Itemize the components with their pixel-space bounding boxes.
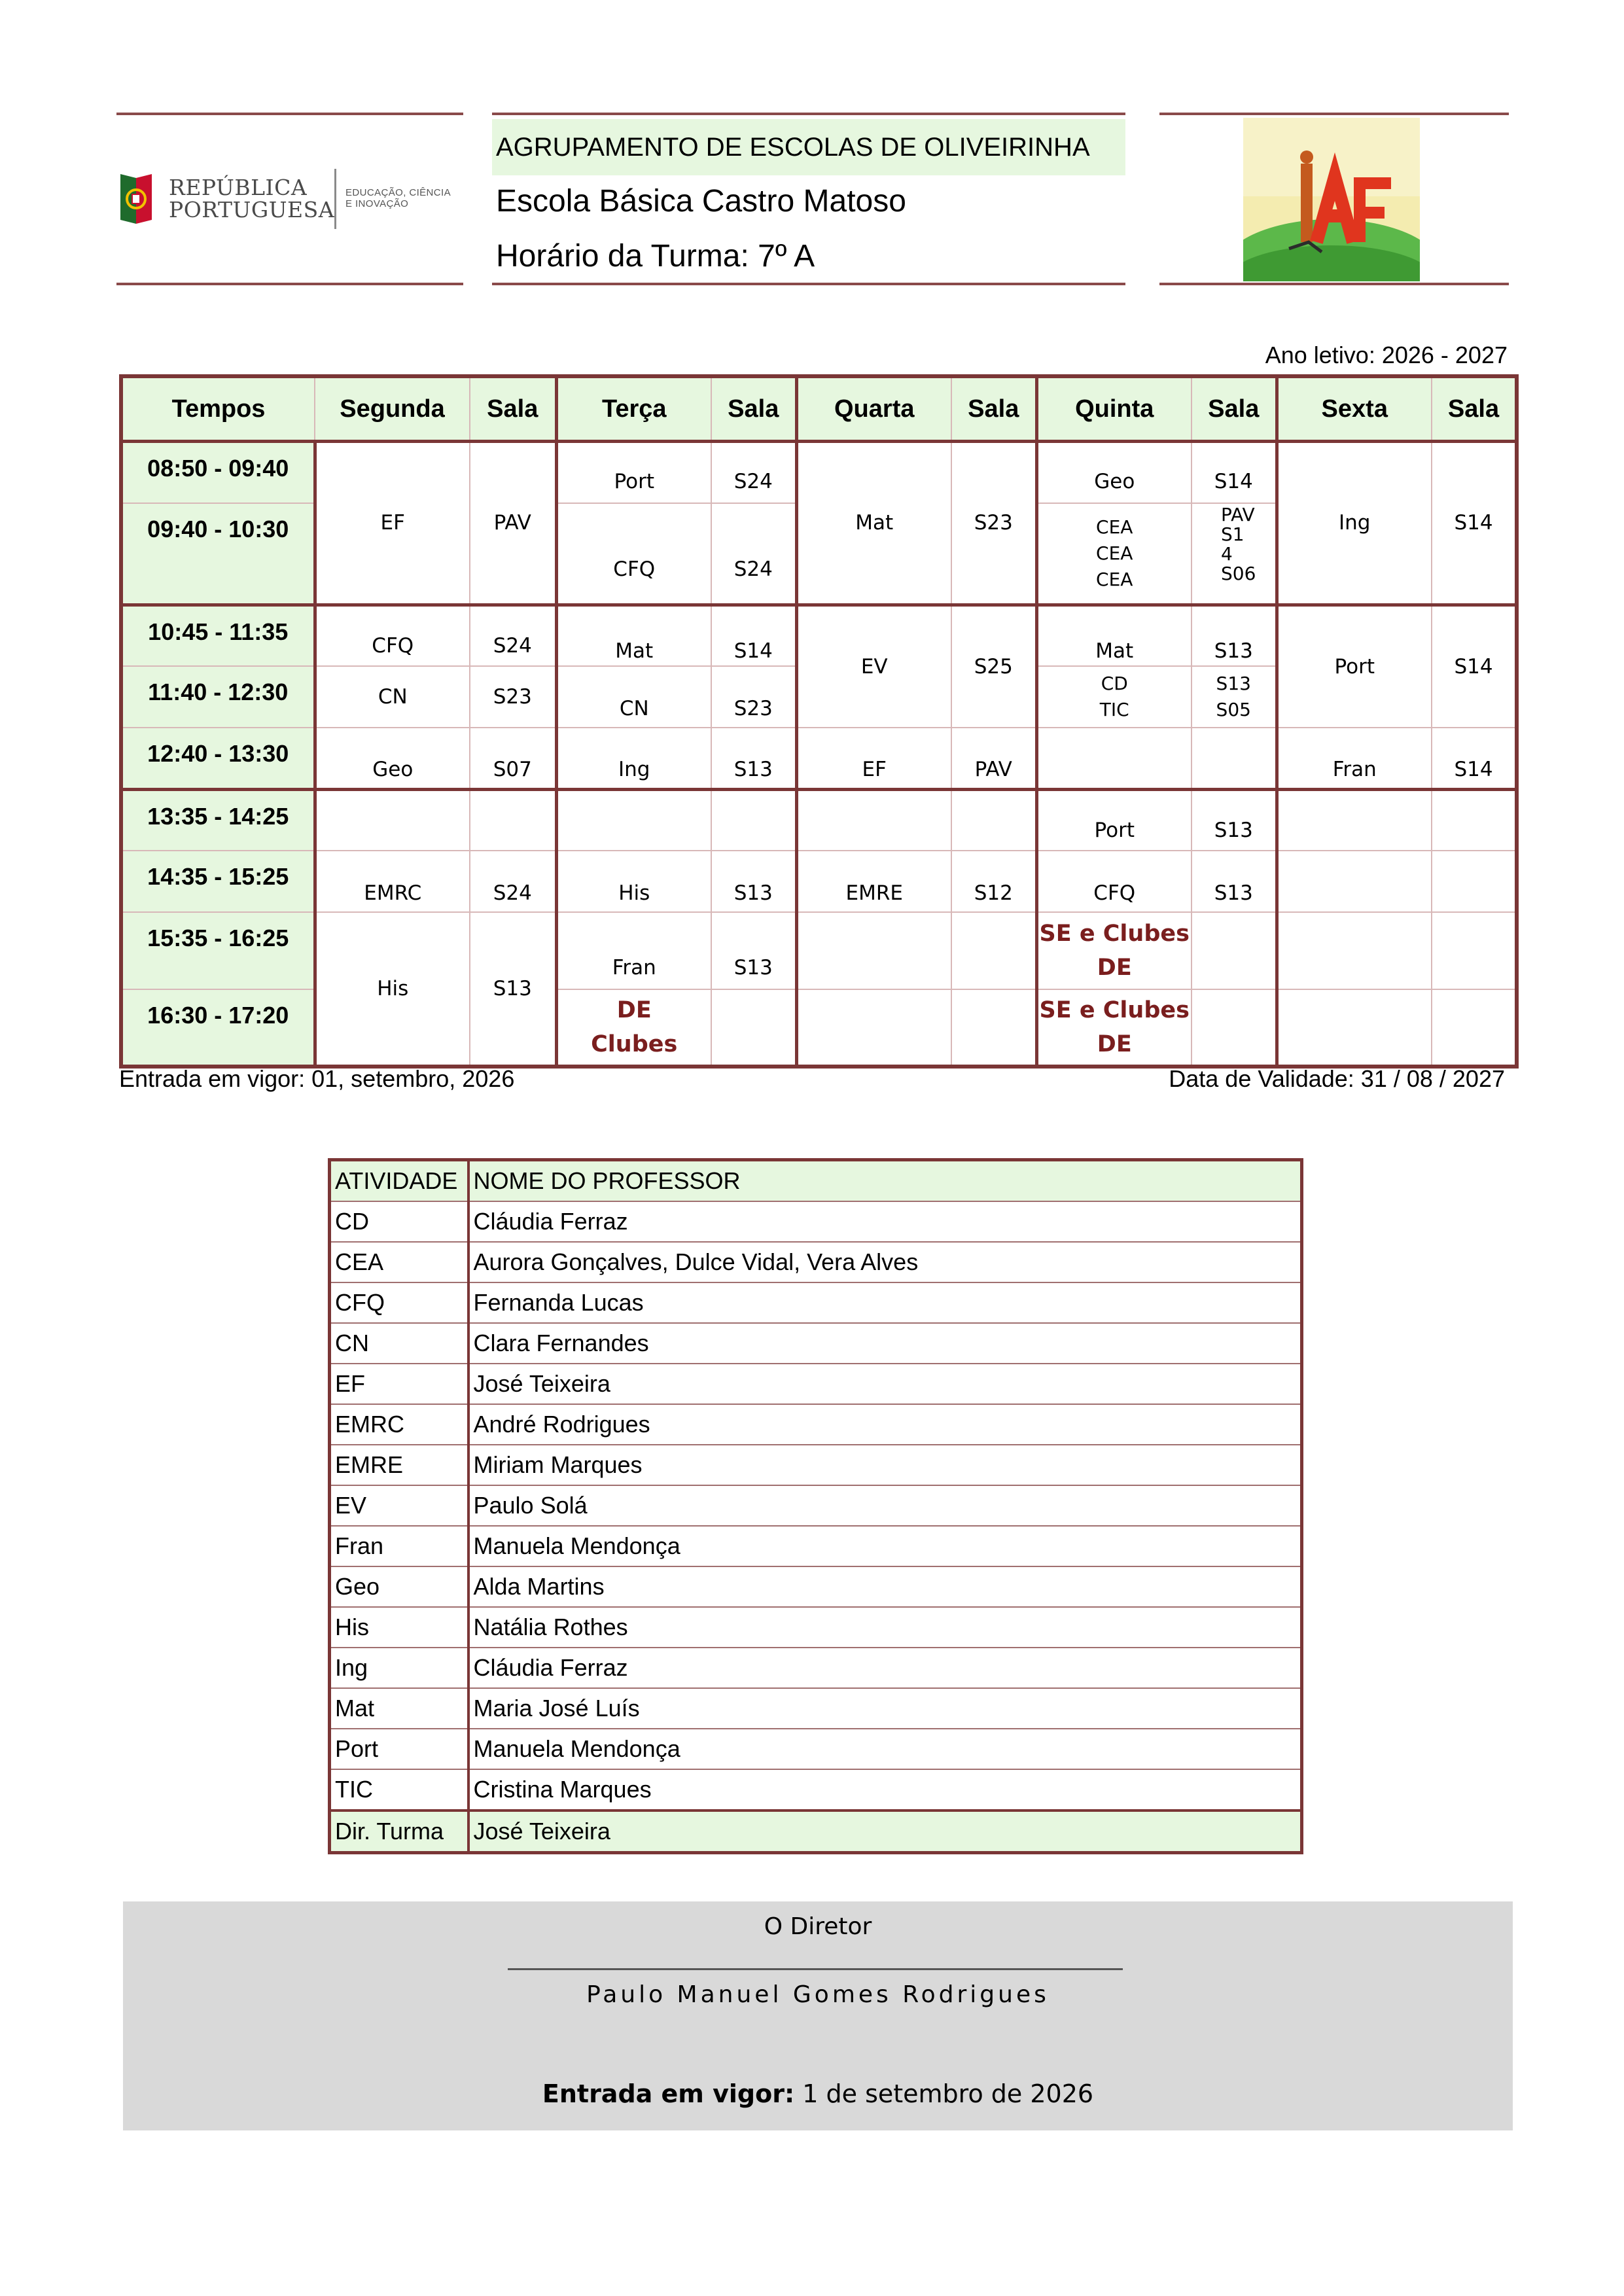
time-slot: 08:50 - 09:40 bbox=[121, 442, 315, 503]
activity-cell: Geo bbox=[330, 1566, 468, 1607]
teacher-cell: José Teixeira bbox=[468, 1364, 1302, 1404]
col-header-sexta: Sexta bbox=[1277, 376, 1432, 442]
room-cell: S12 bbox=[951, 851, 1036, 912]
ministry-line-1: EDUCAÇÃO, CIÊNCIA bbox=[345, 187, 451, 198]
col-header-tempos: Tempos bbox=[121, 376, 315, 442]
school-name: Escola Básica Castro Matoso bbox=[496, 184, 906, 219]
room-cell: S13 bbox=[1192, 789, 1277, 851]
class-schedule-title: Horário da Turma: 7º A bbox=[496, 239, 815, 274]
empty-cell bbox=[951, 989, 1036, 1067]
room-cell: S13 bbox=[711, 912, 796, 989]
empty-cell bbox=[1192, 912, 1277, 989]
timetable bbox=[119, 374, 1519, 1069]
timetable-row bbox=[121, 789, 1517, 851]
empty-cell bbox=[711, 989, 796, 1067]
table-row bbox=[330, 1566, 1302, 1607]
empty-cell bbox=[951, 789, 1036, 851]
republica-portuguesa-logo bbox=[116, 164, 470, 236]
col-header-segunda: Segunda bbox=[315, 376, 470, 442]
teacher-cell: Miriam Marques bbox=[468, 1445, 1302, 1485]
empty-cell bbox=[1036, 728, 1192, 789]
lesson-cell: Mat bbox=[796, 442, 951, 605]
room-cell: S07 bbox=[470, 728, 556, 789]
activity-cell: CN bbox=[330, 1323, 468, 1364]
gov-line-1: REPÚBLICA bbox=[169, 175, 308, 200]
empty-cell bbox=[1432, 789, 1517, 851]
lesson-cell: Ing bbox=[556, 728, 711, 789]
activity-cell: EF bbox=[330, 1364, 468, 1404]
lesson-cell: CN bbox=[315, 666, 470, 728]
activity-cell: Port bbox=[330, 1729, 468, 1769]
empty-cell bbox=[1277, 989, 1432, 1067]
director-title: O Diretor bbox=[764, 1913, 872, 1940]
entrada-value: 1 de setembro de 2026 bbox=[794, 2079, 1094, 2108]
activity-cell: EMRE bbox=[330, 1445, 468, 1485]
lesson-cell: Fran bbox=[556, 912, 711, 989]
empty-cell bbox=[1192, 989, 1277, 1067]
room-cell: S25 bbox=[951, 605, 1036, 728]
room-line: S06 bbox=[1221, 562, 1256, 584]
activity-cell: CEA bbox=[330, 1242, 468, 1282]
room-cell: S24 bbox=[711, 442, 796, 503]
lesson-line: DE bbox=[616, 997, 652, 1023]
room-cell: PAV bbox=[951, 728, 1036, 789]
signature-block bbox=[123, 1901, 1513, 2130]
director-row bbox=[330, 1810, 1302, 1853]
agrupamento-title: AGRUPAMENTO DE ESCOLAS DE OLIVEIRINHA bbox=[492, 119, 1125, 175]
col-header-terca: Terça bbox=[556, 376, 711, 442]
cd-tic-group bbox=[1038, 671, 1192, 723]
col-header-sala: Sala bbox=[1432, 376, 1517, 442]
room-cell: S14 bbox=[1192, 442, 1277, 503]
teacher-cell: Maria José Luís bbox=[468, 1688, 1302, 1729]
cea-group bbox=[1038, 514, 1192, 593]
timetable-header-row bbox=[121, 376, 1517, 442]
room-cell: S24 bbox=[470, 605, 556, 666]
empty-cell bbox=[1432, 912, 1517, 989]
col-header-sala: Sala bbox=[951, 376, 1036, 442]
empty-cell bbox=[1192, 728, 1277, 789]
room-line: 4 bbox=[1221, 542, 1233, 565]
room-stack bbox=[1192, 505, 1275, 599]
timetable-row bbox=[121, 851, 1517, 912]
room-cell: S13 bbox=[470, 912, 556, 1067]
table-row bbox=[330, 1242, 1302, 1282]
teacher-cell: Clara Fernandes bbox=[468, 1323, 1302, 1364]
activity-cell: CFQ bbox=[330, 1282, 468, 1323]
room-cell: S24 bbox=[470, 851, 556, 912]
lesson-cell: EMRE bbox=[796, 851, 951, 912]
room-cell: S24 bbox=[711, 503, 796, 605]
lesson-cell: Mat bbox=[556, 605, 711, 666]
empty-cell bbox=[1432, 851, 1517, 912]
activity-cell: EMRC bbox=[330, 1404, 468, 1445]
room-cell: S13 bbox=[1192, 605, 1277, 666]
activity-cell: CD bbox=[330, 1201, 468, 1242]
room-cell: S13 bbox=[711, 728, 796, 789]
timetable-row bbox=[121, 442, 1517, 503]
entrada-em-vigor-footer bbox=[123, 2079, 1513, 2108]
lesson-cell: CFQ bbox=[1036, 851, 1192, 912]
header-professor: NOME DO PROFESSOR bbox=[468, 1160, 1302, 1202]
activity-cell: His bbox=[330, 1607, 468, 1648]
room-cell: S23 bbox=[470, 666, 556, 728]
teachers-table bbox=[328, 1158, 1303, 1854]
timetable-row bbox=[121, 728, 1517, 789]
lesson-cell-highlight bbox=[1036, 912, 1192, 989]
time-slot: 09:40 - 10:30 bbox=[121, 503, 315, 605]
ministry-line-2: E INOVAÇÃO bbox=[345, 198, 409, 209]
lesson-cell-multi bbox=[1036, 666, 1192, 728]
header-rule-left-bottom bbox=[116, 283, 463, 285]
activity-cell: EV bbox=[330, 1485, 468, 1526]
gov-wordmark bbox=[169, 177, 334, 221]
lesson-cell: Fran bbox=[1277, 728, 1432, 789]
teacher-cell: Aurora Gonçalves, Dulce Vidal, Vera Alves bbox=[468, 1242, 1302, 1282]
lesson-cell: CFQ bbox=[556, 503, 711, 605]
time-slot: 10:45 - 11:35 bbox=[121, 605, 315, 666]
lesson-line: Clubes bbox=[591, 1031, 678, 1057]
time-slot: 14:35 - 15:25 bbox=[121, 851, 315, 912]
lesson-cell: EF bbox=[315, 442, 470, 605]
table-row bbox=[330, 1769, 1302, 1810]
lesson-cell: CN bbox=[556, 666, 711, 728]
room-line: S13 bbox=[1216, 673, 1251, 694]
col-header-sala: Sala bbox=[711, 376, 796, 442]
lesson-line: CEA bbox=[1096, 542, 1133, 564]
col-header-sala: Sala bbox=[1192, 376, 1277, 442]
room-cell: S23 bbox=[951, 442, 1036, 605]
lesson-line: SE e Clubes bbox=[1039, 997, 1190, 1023]
empty-cell bbox=[556, 789, 711, 851]
portugal-flag-icon bbox=[116, 171, 154, 226]
empty-cell bbox=[1277, 851, 1432, 912]
teacher-cell: Paulo Solá bbox=[468, 1485, 1302, 1526]
teacher-cell: André Rodrigues bbox=[468, 1404, 1302, 1445]
lesson-cell: His bbox=[315, 912, 470, 1067]
lesson-cell: Geo bbox=[315, 728, 470, 789]
empty-cell bbox=[951, 912, 1036, 989]
lesson-cell: EV bbox=[796, 605, 951, 728]
lesson-cell-multi bbox=[1036, 503, 1192, 605]
lesson-line: TIC bbox=[1099, 699, 1129, 720]
table-row bbox=[330, 1729, 1302, 1769]
table-row bbox=[330, 1607, 1302, 1648]
empty-cell bbox=[1277, 912, 1432, 989]
table-row bbox=[330, 1648, 1302, 1688]
activity-cell: Fran bbox=[330, 1526, 468, 1566]
teachers-header-row bbox=[330, 1160, 1302, 1202]
empty-cell bbox=[315, 789, 470, 851]
empty-cell bbox=[711, 789, 796, 851]
lesson-line: SE e Clubes bbox=[1039, 921, 1190, 947]
school-year: Ano letivo: 2026 - 2027 bbox=[1265, 342, 1508, 368]
room-cell: S14 bbox=[1432, 442, 1517, 605]
table-row bbox=[330, 1404, 1302, 1445]
lesson-cell: Ing bbox=[1277, 442, 1432, 605]
table-row bbox=[330, 1364, 1302, 1404]
director-name: José Teixeira bbox=[468, 1810, 1302, 1853]
col-header-quarta: Quarta bbox=[796, 376, 951, 442]
lesson-cell: CFQ bbox=[315, 605, 470, 666]
activity-cell: Ing bbox=[330, 1648, 468, 1688]
room-stack bbox=[1192, 671, 1275, 723]
lesson-cell-highlight bbox=[556, 989, 711, 1067]
activity-cell: TIC bbox=[330, 1769, 468, 1810]
room-cell: PAV bbox=[470, 442, 556, 605]
room-cell: S14 bbox=[1432, 728, 1517, 789]
table-row bbox=[330, 1201, 1302, 1242]
room-cell: S13 bbox=[711, 851, 796, 912]
room-line: S05 bbox=[1216, 699, 1251, 720]
school-logo bbox=[1243, 118, 1420, 281]
room-line: PAV bbox=[1221, 504, 1255, 525]
room-cell: S14 bbox=[711, 605, 796, 666]
lesson-cell: Port bbox=[556, 442, 711, 503]
gov-line-2: PORTUGUESA bbox=[169, 197, 335, 222]
teacher-cell: Manuela Mendonça bbox=[468, 1526, 1302, 1566]
teacher-cell: Cláudia Ferraz bbox=[468, 1201, 1302, 1242]
entrada-label: Entrada em vigor: bbox=[542, 2079, 795, 2108]
time-slot: 16:30 - 17:20 bbox=[121, 989, 315, 1067]
data-de-validade: Data de Validade: 31 / 08 / 2027 bbox=[1169, 1065, 1505, 1092]
teacher-cell: Fernanda Lucas bbox=[468, 1282, 1302, 1323]
lesson-line: CEA bbox=[1096, 568, 1133, 590]
director-name: Paulo Manuel Gomes Rodrigues bbox=[586, 1981, 1050, 2008]
lesson-line: DE bbox=[1097, 1031, 1132, 1057]
col-header-quinta: Quinta bbox=[1036, 376, 1192, 442]
room-cell: S14 bbox=[1432, 605, 1517, 728]
room-cell: S13 bbox=[1192, 851, 1277, 912]
lesson-cell: Port bbox=[1277, 605, 1432, 728]
col-header-sala: Sala bbox=[470, 376, 556, 442]
time-slot: 11:40 - 12:30 bbox=[121, 666, 315, 728]
lesson-cell: Mat bbox=[1036, 605, 1192, 666]
header-rule-right-top bbox=[1159, 113, 1509, 115]
lesson-line: DE bbox=[1097, 955, 1132, 981]
logo-divider bbox=[334, 169, 336, 229]
lesson-line: CD bbox=[1101, 673, 1128, 694]
teacher-cell: Cristina Marques bbox=[468, 1769, 1302, 1810]
room-cell-multi bbox=[1192, 666, 1277, 728]
empty-cell bbox=[470, 789, 556, 851]
empty-cell bbox=[796, 912, 951, 989]
signature-line bbox=[508, 1968, 1123, 1970]
activity-cell: Mat bbox=[330, 1688, 468, 1729]
lesson-cell-highlight bbox=[1036, 989, 1192, 1067]
table-row bbox=[330, 1688, 1302, 1729]
entrada-em-vigor: Entrada em vigor: 01, setembro, 2026 bbox=[119, 1065, 515, 1092]
timetable-row bbox=[121, 605, 1517, 666]
lesson-cell: EMRC bbox=[315, 851, 470, 912]
teacher-cell: Natália Rothes bbox=[468, 1607, 1302, 1648]
lesson-cell: His bbox=[556, 851, 711, 912]
table-row bbox=[330, 1445, 1302, 1485]
header-atividade: ATIVIDADE bbox=[330, 1160, 468, 1202]
teacher-cell: Cláudia Ferraz bbox=[468, 1648, 1302, 1688]
room-line: S1 bbox=[1221, 523, 1244, 545]
room-cell: S23 bbox=[711, 666, 796, 728]
time-slot: 12:40 - 13:30 bbox=[121, 728, 315, 789]
header-rule-center-top bbox=[492, 113, 1125, 115]
empty-cell bbox=[1432, 989, 1517, 1067]
empty-cell bbox=[796, 789, 951, 851]
header-rule-center-bottom bbox=[492, 283, 1125, 285]
room-cell-multi bbox=[1192, 503, 1277, 605]
table-row bbox=[330, 1526, 1302, 1566]
table-row bbox=[330, 1282, 1302, 1323]
time-slot: 13:35 - 14:25 bbox=[121, 789, 315, 851]
header-rule-right-bottom bbox=[1159, 283, 1509, 285]
lesson-cell: Geo bbox=[1036, 442, 1192, 503]
empty-cell bbox=[796, 989, 951, 1067]
header-rule-left-top bbox=[116, 113, 463, 115]
lesson-cell: EF bbox=[796, 728, 951, 789]
table-row bbox=[330, 1485, 1302, 1526]
ministry-label bbox=[345, 187, 451, 209]
timetable-row bbox=[121, 912, 1517, 989]
director-label: Dir. Turma bbox=[330, 1810, 468, 1853]
table-row bbox=[330, 1323, 1302, 1364]
time-slot: 15:35 - 16:25 bbox=[121, 912, 315, 989]
teacher-cell: Manuela Mendonça bbox=[468, 1729, 1302, 1769]
teacher-cell: Alda Martins bbox=[468, 1566, 1302, 1607]
lesson-line: CEA bbox=[1096, 516, 1133, 538]
empty-cell bbox=[1277, 789, 1432, 851]
lesson-cell: Port bbox=[1036, 789, 1192, 851]
